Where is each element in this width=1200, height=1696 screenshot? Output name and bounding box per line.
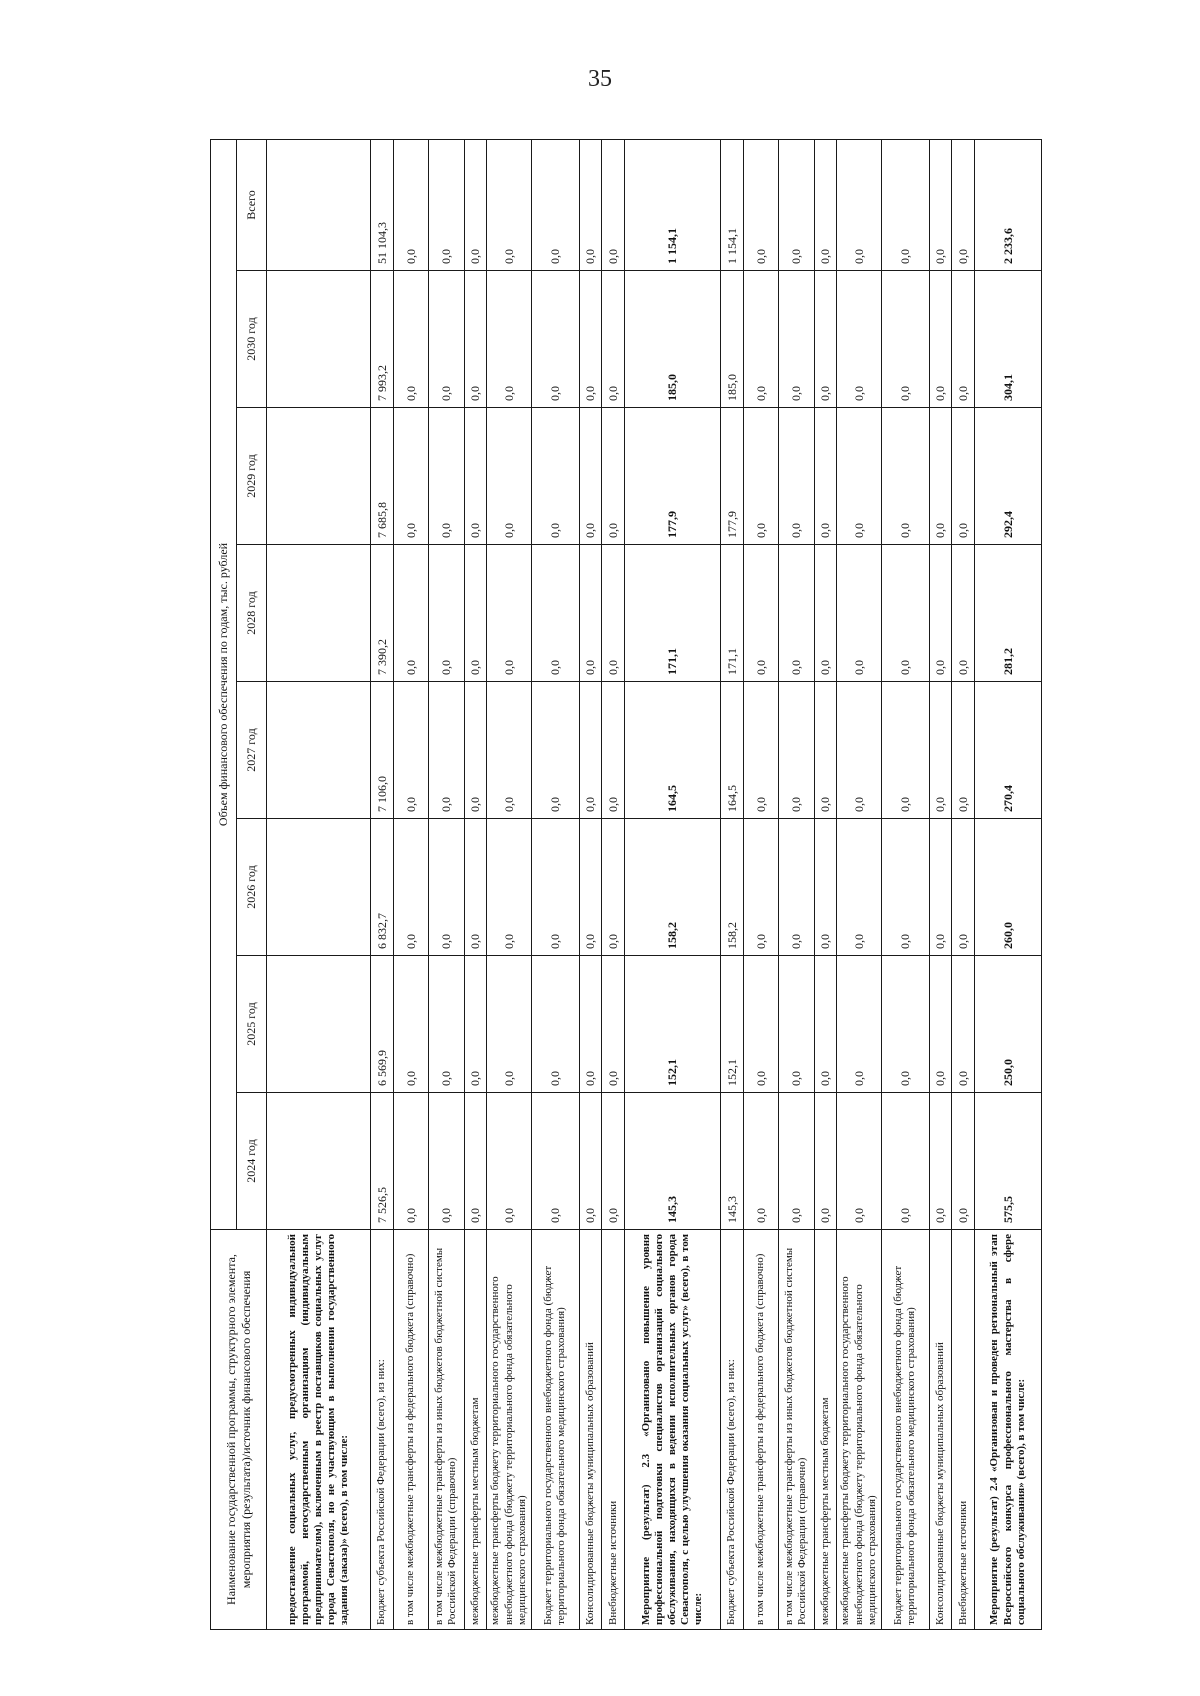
header-year: 2027 год <box>237 682 267 819</box>
row-value: 0,0 <box>952 271 975 408</box>
header-year: 2024 год <box>237 1093 267 1230</box>
row-value: 7 993,2 <box>371 271 394 408</box>
row-value: 0,0 <box>393 139 428 270</box>
row-value: 0,0 <box>814 682 837 819</box>
row-value: 164,5 <box>625 682 721 819</box>
row-value: 0,0 <box>881 819 929 956</box>
row-value: 292,4 <box>975 408 1042 545</box>
table-row <box>975 139 1042 1629</box>
row-name: Мероприятие (результат) 2.3 «Организовано повышение уровня профессиональной подготовки специалистов организаций социального обслуживания, находящихся в ведении исполнительных органов города Севастополя, с целью улучшения оказания социальных услуг» (всего), в том числе: <box>625 1230 721 1630</box>
row-value: 0,0 <box>837 819 881 956</box>
row-value: 0,0 <box>531 545 579 682</box>
row-value: 185,0 <box>625 271 721 408</box>
row-value: 0,0 <box>779 682 814 819</box>
row-value: 0,0 <box>579 1093 602 1230</box>
row-value: 0,0 <box>531 956 579 1093</box>
row-value: 260,0 <box>975 819 1042 956</box>
row-value: 0,0 <box>602 1093 625 1230</box>
row-value: 6 569,9 <box>371 956 394 1093</box>
row-value: 7 685,8 <box>371 408 394 545</box>
row-value: 0,0 <box>602 682 625 819</box>
row-value <box>267 545 371 682</box>
row-value <box>267 271 371 408</box>
row-value: 0,0 <box>464 1093 487 1230</box>
row-value: 0,0 <box>531 271 579 408</box>
row-value: 0,0 <box>743 682 778 819</box>
table-row <box>837 139 881 1629</box>
table-row <box>929 139 952 1629</box>
row-value: 0,0 <box>429 271 464 408</box>
row-value <box>267 682 371 819</box>
row-value: 2 233,6 <box>975 139 1042 270</box>
row-value: 0,0 <box>579 956 602 1093</box>
row-value: 0,0 <box>929 1093 952 1230</box>
row-value: 0,0 <box>837 545 881 682</box>
row-value: 0,0 <box>464 139 487 270</box>
table-row <box>625 139 721 1629</box>
row-value: 152,1 <box>625 956 721 1093</box>
row-value: 0,0 <box>929 139 952 270</box>
row-name: Внебюджетные источники <box>602 1230 625 1630</box>
table-row <box>579 139 602 1629</box>
row-value: 0,0 <box>531 682 579 819</box>
row-value: 0,0 <box>837 682 881 819</box>
header-year: 2025 год <box>237 956 267 1093</box>
table-row <box>881 139 929 1629</box>
row-value: 0,0 <box>464 408 487 545</box>
row-value: 0,0 <box>579 682 602 819</box>
row-name: в том числе межбюджетные трансферты из федерального бюджета (справочно) <box>743 1230 778 1630</box>
row-value: 0,0 <box>579 271 602 408</box>
row-value: 0,0 <box>743 956 778 1093</box>
table-row <box>371 139 394 1629</box>
table-row <box>487 139 531 1629</box>
row-value: 0,0 <box>814 408 837 545</box>
row-value: 0,0 <box>487 139 531 270</box>
row-name: Консолидированные бюджеты муниципальных образований <box>579 1230 602 1630</box>
row-value <box>267 139 371 270</box>
header-name-column: Наименование государственной программы, структурного элемента, мероприятия (результата)/источник финансового обеспечения <box>211 1230 267 1630</box>
row-value: 0,0 <box>531 139 579 270</box>
row-value: 0,0 <box>602 545 625 682</box>
row-value: 0,0 <box>779 139 814 270</box>
row-value: 0,0 <box>814 545 837 682</box>
header-total: Всего <box>237 139 267 270</box>
row-value: 0,0 <box>743 271 778 408</box>
row-value: 0,0 <box>429 139 464 270</box>
row-value: 0,0 <box>881 408 929 545</box>
row-value: 0,0 <box>929 819 952 956</box>
row-value: 0,0 <box>814 271 837 408</box>
row-value: 0,0 <box>602 956 625 1093</box>
header-year: 2029 год <box>237 408 267 545</box>
row-value: 0,0 <box>929 545 952 682</box>
row-value: 177,9 <box>625 408 721 545</box>
row-value: 0,0 <box>393 271 428 408</box>
row-value: 0,0 <box>837 1093 881 1230</box>
row-value: 250,0 <box>975 956 1042 1093</box>
row-value: 0,0 <box>429 956 464 1093</box>
row-value: 0,0 <box>881 545 929 682</box>
row-value: 0,0 <box>743 819 778 956</box>
row-value: 158,2 <box>625 819 721 956</box>
row-value: 0,0 <box>487 271 531 408</box>
row-value: 171,1 <box>625 545 721 682</box>
row-value: 1 154,1 <box>721 139 744 270</box>
row-name: Внебюджетные источники <box>952 1230 975 1630</box>
row-value: 7 390,2 <box>371 545 394 682</box>
table-row <box>814 139 837 1629</box>
row-value: 0,0 <box>952 1093 975 1230</box>
row-value: 304,1 <box>975 271 1042 408</box>
header-group: Объем финансового обеспечения по годам, тыс. рублей <box>211 139 237 1229</box>
row-value: 0,0 <box>743 545 778 682</box>
row-name: межбюджетные трансферты бюджету территориального государственного внебюджетного фонда (бюджету территориального фонда обязательного медицинского страхования) <box>487 1230 531 1630</box>
row-value: 0,0 <box>814 139 837 270</box>
row-value: 1 154,1 <box>625 139 721 270</box>
row-value: 0,0 <box>429 682 464 819</box>
row-value: 171,1 <box>721 545 744 682</box>
table-row <box>602 139 625 1629</box>
table-row <box>429 139 464 1629</box>
row-value: 0,0 <box>487 1093 531 1230</box>
row-value <box>267 819 371 956</box>
row-value: 270,4 <box>975 682 1042 819</box>
row-value: 164,5 <box>721 682 744 819</box>
row-value: 0,0 <box>464 819 487 956</box>
row-value: 0,0 <box>464 682 487 819</box>
row-value: 0,0 <box>464 271 487 408</box>
row-value: 0,0 <box>393 956 428 1093</box>
row-value: 0,0 <box>464 545 487 682</box>
row-name: Консолидированные бюджеты муниципальных образований <box>929 1230 952 1630</box>
row-value: 0,0 <box>881 139 929 270</box>
table-body <box>267 139 1042 1629</box>
row-name: Мероприятие (результат) 2.4 «Организован и проведен региональный этап Всероссийского конкурса профессионального мастерства в сфере социального обслуживания» (всего), в том числе: <box>975 1230 1042 1630</box>
row-value: 0,0 <box>779 1093 814 1230</box>
row-value: 0,0 <box>579 139 602 270</box>
row-value: 0,0 <box>952 682 975 819</box>
header-year: 2030 год <box>237 271 267 408</box>
row-value: 145,3 <box>721 1093 744 1230</box>
row-value: 0,0 <box>779 956 814 1093</box>
row-name: межбюджетные трансферты местным бюджетам <box>464 1230 487 1630</box>
rotated-table-container <box>210 140 1042 1630</box>
row-value: 0,0 <box>881 956 929 1093</box>
row-value: 145,3 <box>625 1093 721 1230</box>
row-value: 0,0 <box>779 408 814 545</box>
row-name: в том числе межбюджетные трансферты из иных бюджетов бюджетной системы Российской Федерации (справочно) <box>779 1230 814 1630</box>
row-value: 0,0 <box>743 408 778 545</box>
row-value: 0,0 <box>929 956 952 1093</box>
row-value: 0,0 <box>881 271 929 408</box>
row-value: 0,0 <box>602 819 625 956</box>
table-row <box>464 139 487 1629</box>
row-value <box>267 956 371 1093</box>
row-value: 0,0 <box>837 271 881 408</box>
row-value: 0,0 <box>579 408 602 545</box>
row-name: в том числе межбюджетные трансферты из федерального бюджета (справочно) <box>393 1230 428 1630</box>
row-value: 0,0 <box>743 1093 778 1230</box>
row-value: 0,0 <box>837 956 881 1093</box>
row-value: 152,1 <box>721 956 744 1093</box>
row-value: 158,2 <box>721 819 744 956</box>
row-value: 0,0 <box>393 682 428 819</box>
header-year: 2026 год <box>237 819 267 956</box>
row-name: Бюджет территориального государственного внебюджетного фонда (бюджет территориального фонда обязательного медицинского страхования) <box>881 1230 929 1630</box>
row-value: 0,0 <box>952 139 975 270</box>
row-name: Бюджет субъекта Российской Федерации (всего), из них: <box>371 1230 394 1630</box>
row-value: 0,0 <box>429 1093 464 1230</box>
row-value: 7 526,5 <box>371 1093 394 1230</box>
row-value <box>267 1093 371 1230</box>
table-row <box>952 139 975 1629</box>
row-name: Бюджет субъекта Российской Федерации (всего), из них: <box>721 1230 744 1630</box>
row-value: 0,0 <box>531 408 579 545</box>
row-value: 0,0 <box>881 1093 929 1230</box>
row-name: межбюджетные трансферты бюджету территориального государственного внебюджетного фонда (бюджету территориального фонда обязательного медицинского страхования) <box>837 1230 881 1630</box>
row-value: 0,0 <box>602 139 625 270</box>
financing-table <box>210 139 1042 1630</box>
row-value: 0,0 <box>531 1093 579 1230</box>
row-name: Бюджет территориального государственного внебюджетного фонда (бюджет территориального фонда обязательного медицинского страхования) <box>531 1230 579 1630</box>
header-year: 2028 год <box>237 545 267 682</box>
row-value: 0,0 <box>531 819 579 956</box>
row-value: 0,0 <box>779 545 814 682</box>
row-value: 0,0 <box>393 1093 428 1230</box>
table-row <box>393 139 428 1629</box>
row-value: 0,0 <box>952 545 975 682</box>
table-row <box>779 139 814 1629</box>
row-value: 0,0 <box>952 956 975 1093</box>
row-value: 0,0 <box>881 682 929 819</box>
row-value: 0,0 <box>743 139 778 270</box>
row-value: 0,0 <box>487 682 531 819</box>
rotated-table-area <box>210 140 1042 1630</box>
row-value: 0,0 <box>929 408 952 545</box>
table-row <box>267 139 371 1629</box>
row-value: 0,0 <box>429 819 464 956</box>
row-name: в том числе межбюджетные трансферты из иных бюджетов бюджетной системы Российской Федерации (справочно) <box>429 1230 464 1630</box>
row-value: 0,0 <box>487 819 531 956</box>
row-value: 0,0 <box>837 139 881 270</box>
row-value: 0,0 <box>602 271 625 408</box>
row-value <box>267 408 371 545</box>
row-value: 7 106,0 <box>371 682 394 819</box>
row-value: 0,0 <box>602 408 625 545</box>
row-value: 51 104,3 <box>371 139 394 270</box>
row-value: 0,0 <box>429 545 464 682</box>
row-value: 0,0 <box>814 1093 837 1230</box>
row-value: 0,0 <box>929 271 952 408</box>
row-value: 0,0 <box>487 956 531 1093</box>
row-value: 0,0 <box>952 819 975 956</box>
row-value: 0,0 <box>814 956 837 1093</box>
row-name: межбюджетные трансферты местным бюджетам <box>814 1230 837 1630</box>
row-value: 0,0 <box>487 408 531 545</box>
page-number: 35 <box>588 66 612 92</box>
row-value: 0,0 <box>814 819 837 956</box>
row-value: 0,0 <box>579 545 602 682</box>
row-value: 0,0 <box>487 545 531 682</box>
row-value: 0,0 <box>464 956 487 1093</box>
row-value: 0,0 <box>393 408 428 545</box>
row-value: 0,0 <box>393 545 428 682</box>
row-value: 185,0 <box>721 271 744 408</box>
row-value: 0,0 <box>779 271 814 408</box>
row-value: 0,0 <box>579 819 602 956</box>
row-value: 281,2 <box>975 545 1042 682</box>
row-value: 0,0 <box>779 819 814 956</box>
row-value: 6 832,7 <box>371 819 394 956</box>
row-value: 0,0 <box>929 682 952 819</box>
row-value: 575,5 <box>975 1093 1042 1230</box>
table-row <box>531 139 579 1629</box>
row-value: 0,0 <box>952 408 975 545</box>
row-value: 177,9 <box>721 408 744 545</box>
row-value: 0,0 <box>429 408 464 545</box>
row-value: 0,0 <box>837 408 881 545</box>
table-row <box>743 139 778 1629</box>
row-name: предоставление социальных услуг, предусмотренных индивидуальной программой, негосударственным организациям (индивидуальным предпринимателям), включенным в реестр поставщиков социальных услуг города Севастополя, но не участвующим в выполнении государственного задания (заказа)» (всего), в том числе: <box>267 1230 371 1630</box>
row-value: 0,0 <box>393 819 428 956</box>
table-row <box>721 139 744 1629</box>
